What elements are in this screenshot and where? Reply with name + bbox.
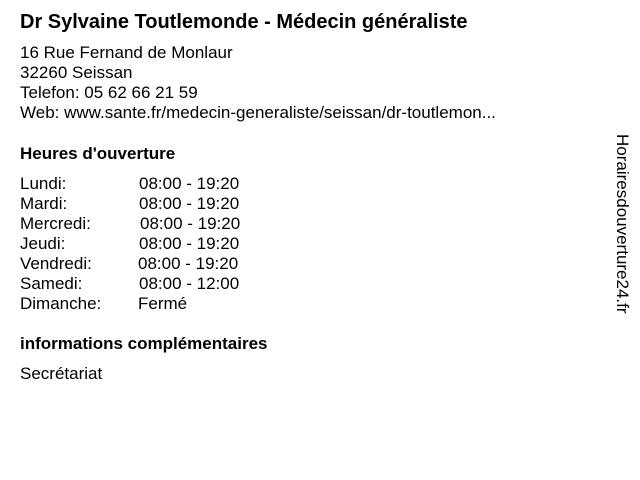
page-title: Dr Sylvaine Toutlemonde - Médecin généraliste [20,11,468,33]
additional-info-text: Secrétariat [20,364,103,383]
time-value: 08:00 - 19:20 [139,194,240,213]
city-postal-code: 32260 Seissan [20,63,133,82]
site-watermark [612,134,632,344]
time-value: 08:00 - 19:20 [140,214,241,233]
phone-number: Telefon: 05 62 66 21 59 [20,83,198,102]
hours-row-tuesday [20,194,320,214]
time-value: 08:00 - 19:20 [138,254,239,273]
day-label: Lundi: [20,174,67,193]
day-label: Samedi: [20,274,83,293]
day-label: Dimanche: [20,294,102,313]
hours-row-wednesday [20,214,320,234]
time-value: Fermé [138,294,188,313]
hours-row-monday [20,174,320,194]
website-link[interactable]: Web: www.sante.fr/medecin-generaliste/seissan/dr-toutlemon... [20,103,496,122]
time-value: 08:00 - 19:20 [139,234,240,253]
additional-info-heading: informations complémentaires [20,334,268,353]
hours-row-thursday [20,234,320,254]
opening-hours-heading: Heures d'ouverture [20,144,176,163]
hours-row-saturday [20,274,320,294]
address-block [20,43,496,123]
hours-row-sunday [20,294,320,314]
watermark-text: Horairesdouverture24.fr [613,134,632,314]
day-label: Jeudi: [20,234,66,253]
opening-hours-table [20,174,320,314]
street-address: 16 Rue Fernand de Monlaur [20,43,233,62]
day-label: Mardi: [20,194,68,213]
time-value: 08:00 - 12:00 [139,274,240,293]
day-label: Vendredi: [20,254,92,273]
hours-row-friday [20,254,320,274]
day-label: Mercredi: [20,214,91,233]
time-value: 08:00 - 19:20 [139,174,240,193]
